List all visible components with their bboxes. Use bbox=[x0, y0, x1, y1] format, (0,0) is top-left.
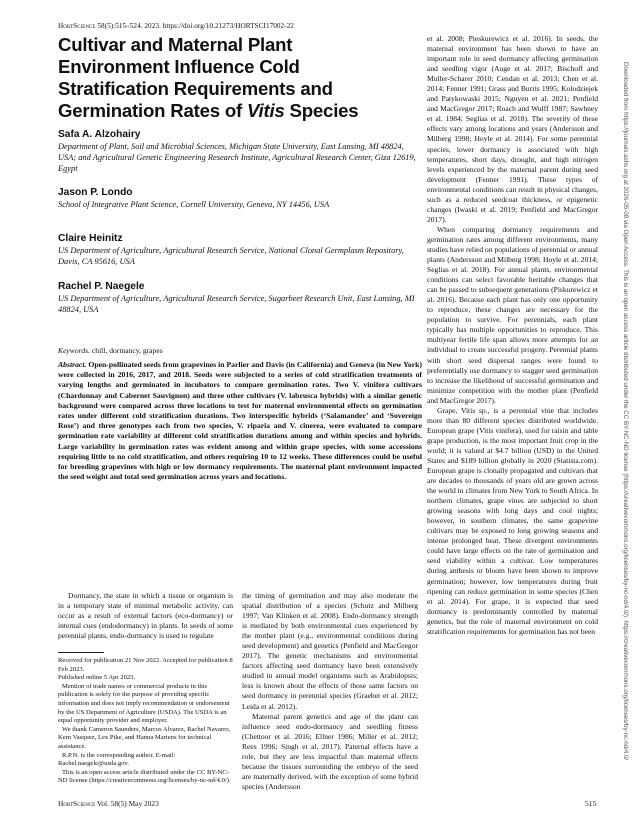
author-affiliation: Department of Plant, Soil and Microbial Sciences, Michigan State University, East Lansing, MI 48824, USA; and Agricultural Genetic Engineering Research Institute, Agricultural Research Center, Giza 12619, Egypt bbox=[58, 142, 416, 174]
paragraph: the timing of germination and may also moderate the spatial distribution of a species (Schutz and Milberg 1997; Van Klinken et al. 2008). Endo-dormancy strength is mediated by both environmental cues experienced by the mother plant (e.g., environmental conditions during seed development) and genetics (Penfield and MacGregor 2017). The genetic mechanisms and environmental factors affecting seed dormancy have been extensively studied in annual model organisms such as Arabidopsis; less is known about the effects of those same factors on seed dormancy in perennial species (Graeber et al. 2012; Leida et al. 2012). bbox=[242, 591, 418, 711]
keywords-label: Keywords. bbox=[58, 346, 90, 355]
download-notice bbox=[603, 62, 631, 761]
author-name: Safa A. Alzohairy bbox=[58, 129, 141, 140]
paragraph: When comparing dormancy requirements and germination rates among different environments, many studies have relied on populations of perennial or annual plants (Andersson and Milberg 1998; Hoyle et al. 2014; Seglias et al. 2018). For annual plants, environmental conditions can select favorable heritable changes that can be passed to subsequent generations (Piskurewicz et al. 2016). Because each plant has only one opportunity to reproduce, these changes are necessary for the population to survive. For perennials, each plant typically has multiple opportunities to reproduce. This multiyear fertile life span allows more attempts for an individual to create successful progeny. Perennial plants with short seed dispersal ranges were found to preferentially use dormancy to stagger seed germination to increase the likelihood of successful germination and minimize competition with the mother plant (Penfield and MacGregor 2017). bbox=[427, 224, 599, 405]
author-name: Rachel P. Naegele bbox=[58, 281, 145, 292]
paragraph: Maternal parent genetics and age of the plant can influence seed endo-dormancy and seedling fitness (Chettoor et al. 2016; Ellner 1986; Miller et al. 2012; Rees 1996; Singh et al. 2017). Paternal effects have a role, but they are less impactful than maternal effects because the tissues surrounding the embryo of the seed are maternally derived, with the exception of some hybrid species (Andersson bbox=[242, 711, 418, 791]
author-affiliation: School of Integrative Plant Science, Cornell University, Geneva, NY 14456, USA bbox=[58, 200, 330, 209]
abstract-text: Open-pollinated seeds from grapevines in Parlier and Davis (in California) and Geneva (in New York) were collected in 2016, 2017, and 2018. Seeds were subjected to a series of cold stratification treatments of varying lengths and germinated in incubators to compare germination rates. Two V. vinifera cultivars (Chardonnay and Cabernet Sauvignon) and three other cultivars (V. labrusca hybrids) with a similar genetic background were compared across three locations to test for maternal environmental effects on germination rates under different cold stratification durations. Two interspecific hybrids (‘Salamander’ and ‘Sovereign Rose’) and three genotypes each from two species, V. riparia and V. cinerea, were evaluated to compare germination rate variability at different cold stratification durations among and within species and hybrids. Large variability in germination rates was evident among and within grape species, with some accessions requiring little to no cold stratification, and others requiring 10 to 12 weeks. These differences could be useful for breeding grapevines with high or low dormancy requirements. The maternal plant environment impacted the seed weight and total seed germination across years and locations. bbox=[58, 360, 422, 482]
paragraph: Grape, Vitis sp., is a perennial vine that includes more than 80 different species distributed worldwide. European grape (Vitis vinifera), used for raisin and table grape production, is the most important fruit crop in the world; it is valued at $4.7 billion (USD) in the United States and $189 billion globally in 2020 (Statista.com). European grape is clonally propagated and cultivars that are decades to thousands of years old are grown across the world in climates from New York to South Africa. In northern climates, grape vines are subjected to short growing seasons with long days and cool nights; however, in southern climates, the same grapevine cultivars may be exposed to long growing seasons and intense prolonged heat. These divergent environments could have large effects on the rate of germination and seed viability within a cultivar. Low temperatures during anthesis or bloom have been shown to improve germination; however, low temperatures during fruit ripening can reduce germination in some species (Chen et al. 2014). For grape, it is expected that seed dormancy is predominantly controlled by maternal genetics, but the role of maternal environment on cold stratification requirements for germination has not been bbox=[427, 405, 598, 636]
author-name: Jason P. Londo bbox=[58, 187, 133, 198]
footnote: Received for publication 21 Nov 2022. Accepted for publication 8 Feb 2023. bbox=[58, 657, 233, 673]
footnote-rule bbox=[58, 652, 104, 653]
author-block bbox=[58, 186, 420, 210]
page-number: 515 bbox=[585, 799, 597, 808]
footnote: This is an open access article distributed under the CC BY-NC-ND license (https://creativecommons.org/licenses/by-nc-nd/4.0/). bbox=[58, 768, 231, 785]
paragraph: Dormancy, the state in which a tissue or organism is in a temporary state of minimal metabolic activity, can occur as a result of external factors (eco-dormancy) or internal cues (endodormancy) in plants. In seeds of some perennial plants, endo-dormancy is used to regulate bbox=[58, 591, 233, 641]
abstract-label: Abstract. bbox=[58, 360, 87, 369]
article-title bbox=[58, 34, 378, 122]
paragraph: et al. 2008; Pieskurewicz et al. 2016). In seeds, the maternal environment has been shown to have an important role in seed dormancy affecting germination and seedling vigor (Auge et al. 2017; Bischoff and Muller-Scharer 2010; Cendan et al. 2013; Chen et al. 2014; Fenner 1991; Grass and Burris 1995; Kolodziejek and Patykowaski 2015; Nguyen et al. 2021; Penfield and MacGregor 2017; Roach and Wulff 1987; Sawhney et al. 1984; Seglias et al. 2018). The severity of these effects vary among locations and years (Andersson and Milberg 1998; Hoyle et al. 2014). For some perennial species, lower dormancy is associated with high temperatures, short days, drought, and high nitrogen levels experienced by the maternal parent during seed development (Fenner 1991). These types of environmental conditions can result in physical changes, such as a reduced seedcoat thickness, or epigenetic changes (Iwaski et al. 2019; Penfield and MacGregor 2017). bbox=[427, 34, 598, 224]
footnote: Mention of trade names or commercial products in this publication is solely for the purpose of providing specific information and does not imply recommendation or endorsement by the US Department of Agriculture (USDA). The USDA is an equal opportunity provider and employer. bbox=[58, 682, 230, 725]
abstract bbox=[58, 360, 422, 482]
body-column-2 bbox=[242, 591, 418, 792]
title-main: Cultivar and Maternal Plant Environment Influence Cold Stratification Requirements and Germination Rates of bbox=[58, 34, 333, 121]
body-column-1 bbox=[58, 591, 233, 641]
body-column-3 bbox=[427, 34, 598, 637]
citation: 58(5):515–524. 2023. https://doi.org/10.21273/HORTSCI17002-22 bbox=[95, 22, 294, 30]
keywords-text: chill, dormancy, grapes bbox=[90, 346, 163, 355]
journal-name: HortScience bbox=[58, 22, 96, 30]
footnote: Published online 5 Apr 2023. bbox=[58, 674, 136, 682]
author-block bbox=[58, 232, 420, 267]
author-name: Claire Heinitz bbox=[58, 233, 123, 244]
author-affiliation: US Department of Agriculture, Agricultural Research Service, National Clonal Germplasm Repository, Davis, CA 95616, USA bbox=[58, 246, 404, 267]
footnotes bbox=[58, 652, 233, 786]
title-end: Species bbox=[284, 100, 359, 121]
footer-issue: Vol. 58(5) May 2023 bbox=[95, 799, 159, 808]
footnote: We thank Cameron Saunders, Marcos Alvarez, Rachel Navarro, Kern Vasquez, Lex Pike, and Hanna Martens for technical assistance. bbox=[58, 725, 231, 750]
author-block bbox=[58, 128, 420, 175]
running-footer bbox=[58, 799, 159, 808]
author-affiliation: US Department of Agriculture, Agricultural Research Service, Sugarbeet Research Unit, East Lansing, MI 48824, USA bbox=[58, 294, 415, 315]
title-species: Vitis bbox=[247, 100, 285, 121]
download-notice-text: Downloaded from https://journals.ashs.org at 2026-05-08 via Open Access. This is an open access article distributed under the CC BY-NC-ND license (https://creativecommons.org/licenses/by-nc-nd/4.0/). https://creativecommons.org/licenses/by-nc-nd/4.0/ bbox=[622, 62, 629, 761]
running-header bbox=[58, 22, 294, 30]
footnote: R.P.N. is the corresponding author. E-mail: Rachel.naegele@usda.gov. bbox=[58, 751, 176, 768]
footer-journal: HortScience bbox=[58, 799, 96, 808]
keywords bbox=[58, 346, 163, 355]
author-block bbox=[58, 280, 420, 315]
